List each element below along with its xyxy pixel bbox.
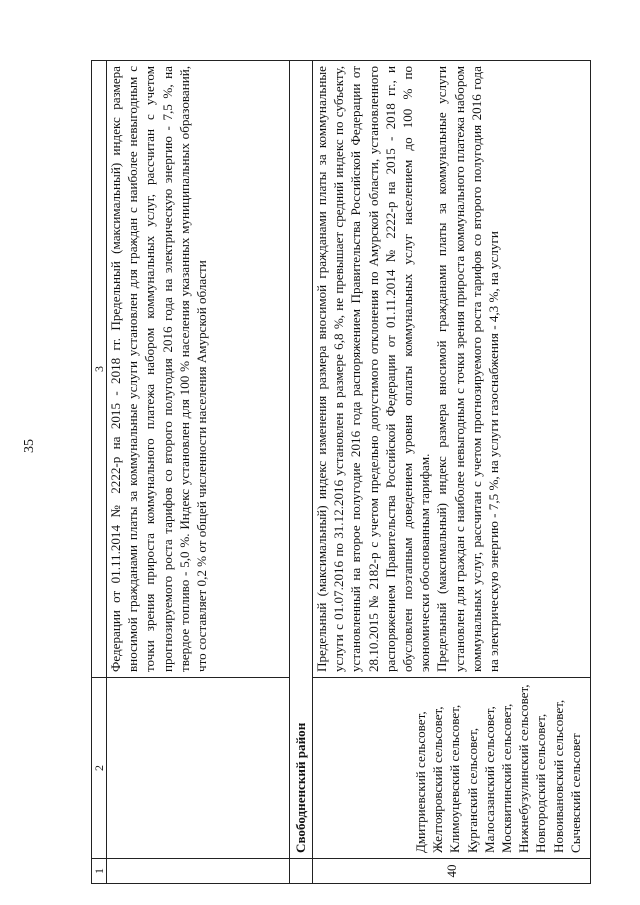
section-row: [290, 61, 313, 884]
description-paragraph-1: Предельный (максимальный) индекс изменения размера вносимой гражданами платы за коммунальные услуги с 01.07.2016 по 31.12.2016 установлен в размере 6,8 %, не превышает средний индекс по субъекту, установленный на второе полугодие 2016 года распоряжением Правительства Российской Федерации от 28.10.2015 № 2182-р с учетом предельно допустимого отклонения по Амурской области, установленного распоряжением Правительства Российской Федерации от 01.11.2014 № 2222-р на 2015 - 2018 гг., и обусловлен поэтапным доведением уровня оплаты коммунальных услуг населением до 100 % по экономически обоснованным тарифам.: [314, 66, 433, 672]
page-number: 35: [22, 439, 37, 453]
municipality-list: Дмитриевский сельсовет, Желтояровский сельсовет, Климоуцевский сельсовет, Курганский сельсовет, Малосазанский сельсовет, Москвитинский сельсовет, Нижнебузулинский сельсовет, Новгородский сельсовет, Новоивановский сельсовет, Сычевский сельсовет: [313, 678, 591, 859]
section-title: Свободненский район: [290, 61, 313, 859]
rotated-table-container: [91, 60, 591, 884]
description-cell: [313, 61, 591, 678]
table-row-continued: [107, 61, 290, 884]
table-row-40: [313, 61, 591, 884]
municipality-cell: [107, 678, 290, 859]
tariff-index-table: [91, 60, 591, 884]
description-cell: Федерации от 01.11.2014 № 2222-р на 2015 - 2018 гг. Предельный (максимальный) индекс размера вносимой гражданами платы за коммунальные услуги установлен для граждан с наиболее невыгодным с точки зрения прироста коммунального платежа набором коммунальных услуг, рассчитан с учетом прогнозируемого роста тарифов со второго полугодия 2016 года на электрическую энергию - 7,5 %, на твердое топливо - 5,0 %. Индекс установлен для 100 % населения указанных муниципальных образований, что составляет 0,2 % от общей численности населения Амурской области: [107, 61, 290, 678]
row-number-cell: [107, 859, 290, 884]
header-col-1: 1: [92, 859, 107, 884]
header-col-2: 2: [92, 678, 107, 859]
table-header-row: [92, 61, 107, 884]
row-number: 40: [313, 859, 591, 884]
section-number-cell: [290, 859, 313, 884]
header-col-3: 3: [92, 61, 107, 678]
description-paragraph-2: Предельный (максимальный) индекс размера вносимой гражданами платы за коммунальные услуги установлен для граждан с наиболее невыгодным с точки зрения прироста коммунального платежа набором коммунальных услуг, рассчитан с учетом прогнозируемого роста тарифов со второго полугодия 2016 года на электрическую энергию - 7,5 %, на услуги газоснабжения - 4,3 %, на услуги: [434, 66, 502, 672]
